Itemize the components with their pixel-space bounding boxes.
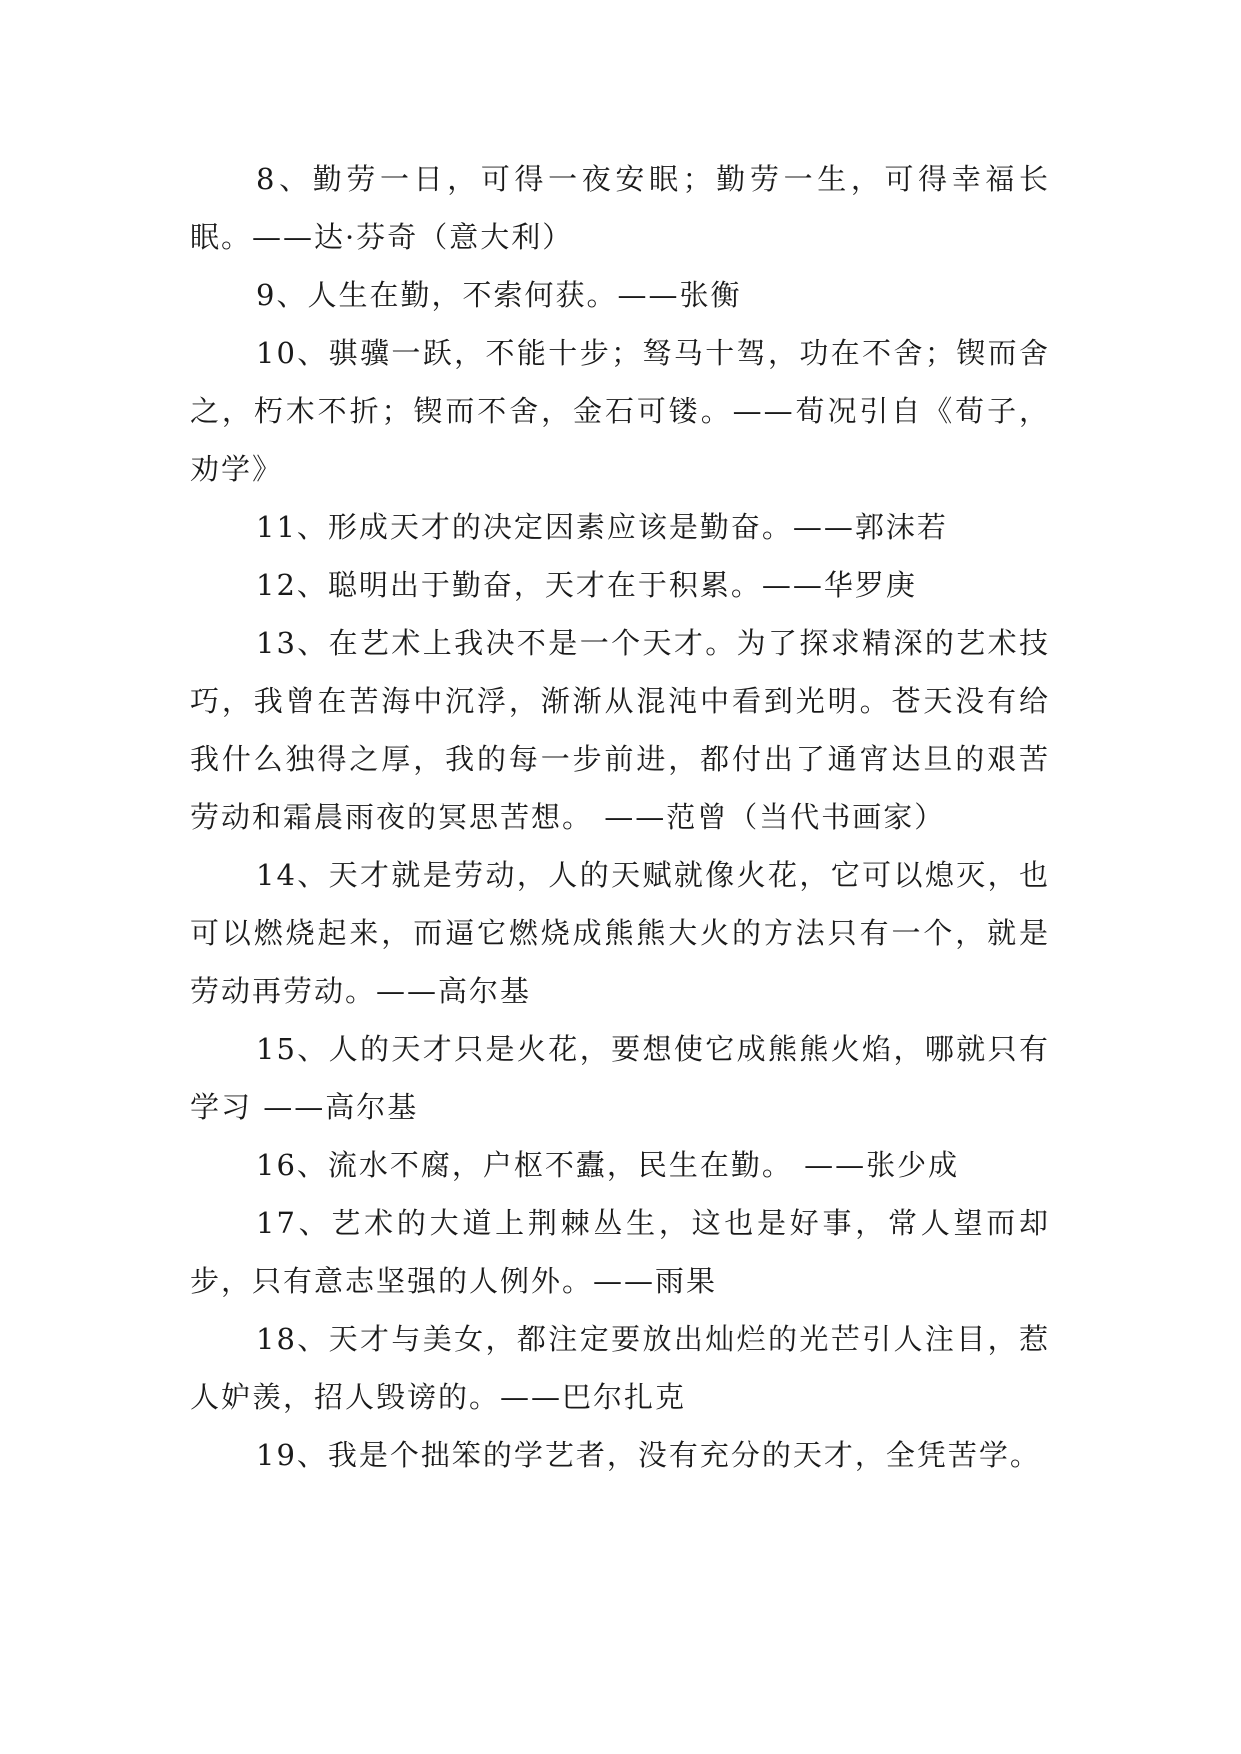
quote-paragraph-13: 13、在艺术上我决不是一个天才。为了探求精深的艺术技巧，我曾在苦海中沉浮，渐渐从混沌中看到光明。苍天没有给我什么独得之厚，我的每一步前进，都付出了通宵达旦的艰苦劳动和霜晨雨夜的冥思苦想。 ——范曾（当代书画家） [190,626,1050,834]
quote-paragraph-17: 17、艺术的大道上荆棘丛生，这也是好事，常人望而却步，只有意志坚强的人例外。——雨果 [190,1206,1050,1298]
quote-paragraph-10: 10、骐骥一跃，不能十步；驽马十驾，功在不舍；锲而舍之，朽木不折；锲而不舍，金石可镂。——荀况引自《荀子，劝学》 [190,336,1050,486]
quote-paragraph-15: 15、人的天才只是火花，要想使它成熊熊火焰，哪就只有学习 ——高尔基 [190,1032,1050,1124]
quote-paragraph-11: 11、形成天才的决定因素应该是勤奋。——郭沫若 [256,510,948,544]
quote-paragraph-19: 19、我是个拙笨的学艺者，没有充分的天才，全凭苦学。 [256,1438,1041,1472]
document-body [190,150,1050,1484]
quote-paragraph-9: 9、人生在勤，不索何获。——张衡 [256,278,742,312]
quote-paragraph-16: 16、流水不腐，户枢不蠹，民生在勤。 ——张少成 [256,1148,960,1182]
quote-paragraph-8: 8、勤劳一日，可得一夜安眠；勤劳一生，可得幸福长眠。——达·芬奇（意大利） [190,162,1050,254]
quote-paragraph-18: 18、天才与美女，都注定要放出灿烂的光芒引人注目，惹人妒羡，招人毁谤的。——巴尔扎克 [190,1322,1050,1414]
quote-paragraph-12: 12、聪明出于勤奋，天才在于积累。——华罗庚 [256,568,917,602]
quote-paragraph-14: 14、天才就是劳动，人的天赋就像火花，它可以熄灭，也可以燃烧起来，而逼它燃烧成熊熊大火的方法只有一个，就是劳动再劳动。——高尔基 [190,858,1050,1008]
